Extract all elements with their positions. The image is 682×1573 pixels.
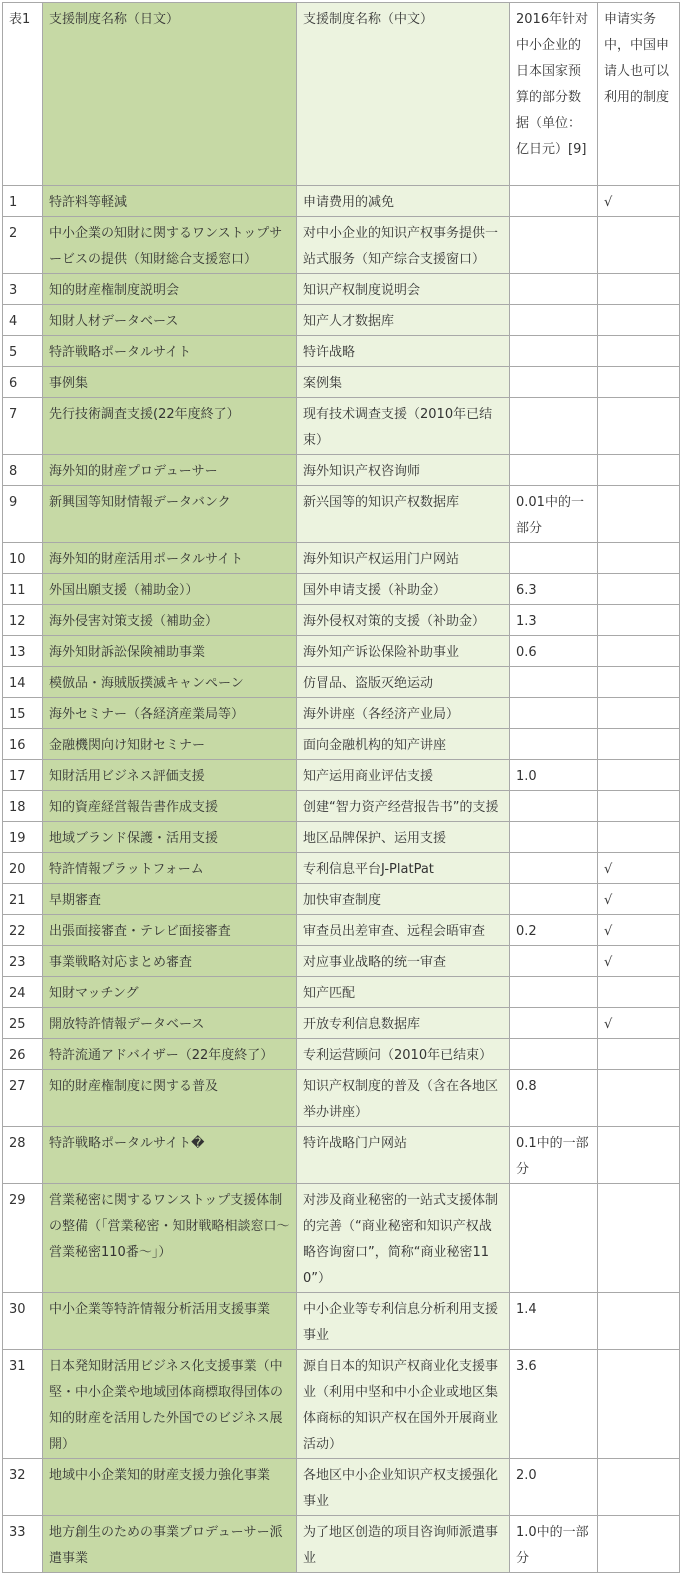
budget-cell bbox=[510, 336, 598, 367]
row-index-cell: 2 bbox=[3, 217, 43, 274]
budget-cell bbox=[510, 884, 598, 915]
budget-cell: 0.8 bbox=[510, 1070, 598, 1127]
usable-cell: √ bbox=[598, 946, 680, 977]
japanese-name-cell: 知財人材データベース bbox=[43, 305, 297, 336]
budget-cell bbox=[510, 455, 598, 486]
chinese-name-cell: 现有技术调查支援（2010年已结束） bbox=[297, 398, 510, 455]
row-index-cell: 18 bbox=[3, 791, 43, 822]
table-row bbox=[3, 1008, 680, 1039]
support-system-table bbox=[2, 2, 680, 1573]
table-row bbox=[3, 455, 680, 486]
usable-cell bbox=[598, 486, 680, 543]
japanese-name-cell: 特許情報プラットフォーム bbox=[43, 853, 297, 884]
usable-cell: √ bbox=[598, 186, 680, 217]
japanese-name-cell: 中小企業の知財に関するワンストップサービスの提供（知財総合支援窓口） bbox=[43, 217, 297, 274]
row-index-cell: 6 bbox=[3, 367, 43, 398]
usable-cell: √ bbox=[598, 884, 680, 915]
budget-cell bbox=[510, 791, 598, 822]
table-row bbox=[3, 1184, 680, 1293]
usable-cell bbox=[598, 1039, 680, 1070]
japanese-name-cell: 海外知的財産活用ポータルサイト bbox=[43, 543, 297, 574]
row-index-cell: 13 bbox=[3, 636, 43, 667]
row-index-cell: 7 bbox=[3, 398, 43, 455]
chinese-name-cell: 专利运营顾问（2010年已结束） bbox=[297, 1039, 510, 1070]
japanese-name-cell: 海外侵害対策支援（補助金） bbox=[43, 605, 297, 636]
table-row bbox=[3, 336, 680, 367]
row-index-cell: 24 bbox=[3, 977, 43, 1008]
chinese-name-cell: 专利信息平台J-PlatPat bbox=[297, 853, 510, 884]
row-index-cell: 32 bbox=[3, 1459, 43, 1516]
usable-cell: √ bbox=[598, 853, 680, 884]
budget-cell: 0.6 bbox=[510, 636, 598, 667]
table-row bbox=[3, 217, 680, 274]
budget-cell bbox=[510, 853, 598, 884]
table-row bbox=[3, 760, 680, 791]
budget-cell: 1.0 bbox=[510, 760, 598, 791]
table-row bbox=[3, 1293, 680, 1350]
row-index-cell: 4 bbox=[3, 305, 43, 336]
chinese-name-cell: 面向金融机构的知产讲座 bbox=[297, 729, 510, 760]
japanese-name-cell: 日本発知財活用ビジネス化支援事業（中堅・中小企業や地域団体商標取得団体の知的財産を活用した外国でのビジネス展開） bbox=[43, 1350, 297, 1459]
table-row bbox=[3, 915, 680, 946]
budget-cell: 0.2 bbox=[510, 915, 598, 946]
usable-cell bbox=[598, 1516, 680, 1573]
row-index-cell: 20 bbox=[3, 853, 43, 884]
japanese-name-cell: 海外知財訴訟保険補助事業 bbox=[43, 636, 297, 667]
budget-cell: 0.01中的一部分 bbox=[510, 486, 598, 543]
usable-cell bbox=[598, 305, 680, 336]
usable-cell bbox=[598, 336, 680, 367]
table-row bbox=[3, 1350, 680, 1459]
usable-cell bbox=[598, 977, 680, 1008]
chinese-name-cell: 海外侵权对策的支援（补助金） bbox=[297, 605, 510, 636]
budget-cell bbox=[510, 729, 598, 760]
budget-cell bbox=[510, 698, 598, 729]
table-row bbox=[3, 1070, 680, 1127]
chinese-name-cell: 知识产权制度说明会 bbox=[297, 274, 510, 305]
row-index-cell: 10 bbox=[3, 543, 43, 574]
usable-cell bbox=[598, 636, 680, 667]
table-row bbox=[3, 305, 680, 336]
chinese-name-cell: 知识产权制度的普及（含在各地区举办讲座） bbox=[297, 1070, 510, 1127]
chinese-name-cell: 特许战略 bbox=[297, 336, 510, 367]
usable-cell bbox=[598, 760, 680, 791]
row-index-cell: 27 bbox=[3, 1070, 43, 1127]
row-index-cell: 28 bbox=[3, 1127, 43, 1184]
table-row bbox=[3, 1039, 680, 1070]
table-row bbox=[3, 729, 680, 760]
japanese-name-cell: 金融機関向け知財セミナー bbox=[43, 729, 297, 760]
table-row bbox=[3, 1127, 680, 1184]
header-cell-chinese-name: 支援制度名称（中文） bbox=[297, 3, 510, 186]
chinese-name-cell: 为了地区创造的项目咨询师派遣事业 bbox=[297, 1516, 510, 1573]
japanese-name-cell: 知的資産経営報告書作成支援 bbox=[43, 791, 297, 822]
chinese-name-cell: 国外申请支援（补助金） bbox=[297, 574, 510, 605]
table-row bbox=[3, 791, 680, 822]
row-index-cell: 12 bbox=[3, 605, 43, 636]
table-row bbox=[3, 946, 680, 977]
budget-cell bbox=[510, 186, 598, 217]
chinese-name-cell: 中小企业等专利信息分析利用支援事业 bbox=[297, 1293, 510, 1350]
chinese-name-cell: 源自日本的知识产权商业化支援事业（利用中坚和中小企业或地区集体商标的知识产权在国外开展商业活动） bbox=[297, 1350, 510, 1459]
row-index-cell: 9 bbox=[3, 486, 43, 543]
table-row bbox=[3, 884, 680, 915]
table-row bbox=[3, 186, 680, 217]
table-row bbox=[3, 367, 680, 398]
table-row bbox=[3, 574, 680, 605]
chinese-name-cell: 对应事业战略的统一审查 bbox=[297, 946, 510, 977]
japanese-name-cell: 特許流通アドバイザー（22年度終了） bbox=[43, 1039, 297, 1070]
row-index-cell: 21 bbox=[3, 884, 43, 915]
header-cell-index: 表1 bbox=[3, 3, 43, 186]
japanese-name-cell: 早期審査 bbox=[43, 884, 297, 915]
budget-cell bbox=[510, 822, 598, 853]
row-index-cell: 14 bbox=[3, 667, 43, 698]
usable-cell bbox=[598, 543, 680, 574]
japanese-name-cell: 知的財産権制度に関する普及 bbox=[43, 1070, 297, 1127]
usable-cell bbox=[598, 605, 680, 636]
budget-cell: 6.3 bbox=[510, 574, 598, 605]
header-cell-japanese-name: 支援制度名称（日文） bbox=[43, 3, 297, 186]
table-row bbox=[3, 486, 680, 543]
chinese-name-cell: 特许战略门户网站 bbox=[297, 1127, 510, 1184]
usable-cell bbox=[598, 1127, 680, 1184]
usable-cell bbox=[598, 398, 680, 455]
row-index-cell: 33 bbox=[3, 1516, 43, 1573]
budget-cell: 2.0 bbox=[510, 1459, 598, 1516]
japanese-name-cell: 地域中小企業知的財産支援力強化事業 bbox=[43, 1459, 297, 1516]
chinese-name-cell: 对涉及商业秘密的一站式支援体制的完善（“商业秘密和知识产权战略咨询窗口”，简称“商业秘密110”） bbox=[297, 1184, 510, 1293]
japanese-name-cell: 営業秘密に関するワンストップ支援体制の整備（「営業秘密・知財戦略相談窓口～営業秘密110番～」） bbox=[43, 1184, 297, 1293]
row-index-cell: 23 bbox=[3, 946, 43, 977]
row-index-cell: 25 bbox=[3, 1008, 43, 1039]
usable-cell bbox=[598, 822, 680, 853]
japanese-name-cell: 事業戦略対応まとめ審査 bbox=[43, 946, 297, 977]
chinese-name-cell: 海外知识产权运用门户网站 bbox=[297, 543, 510, 574]
table-body bbox=[3, 3, 680, 1573]
row-index-cell: 29 bbox=[3, 1184, 43, 1293]
row-index-cell: 5 bbox=[3, 336, 43, 367]
header-row bbox=[3, 3, 680, 186]
chinese-name-cell: 新兴国等的知识产权数据库 bbox=[297, 486, 510, 543]
usable-cell bbox=[598, 1293, 680, 1350]
japanese-name-cell: 知財マッチング bbox=[43, 977, 297, 1008]
budget-cell bbox=[510, 667, 598, 698]
japanese-name-cell: 事例集 bbox=[43, 367, 297, 398]
chinese-name-cell: 知产匹配 bbox=[297, 977, 510, 1008]
budget-cell bbox=[510, 398, 598, 455]
budget-cell: 0.1中的一部分 bbox=[510, 1127, 598, 1184]
usable-cell bbox=[598, 1184, 680, 1293]
chinese-name-cell: 各地区中小企业知识产权支援强化事业 bbox=[297, 1459, 510, 1516]
chinese-name-cell: 开放专利信息数据库 bbox=[297, 1008, 510, 1039]
chinese-name-cell: 知产运用商业评估支援 bbox=[297, 760, 510, 791]
table-row bbox=[3, 977, 680, 1008]
japanese-name-cell: 知財活用ビジネス評価支援 bbox=[43, 760, 297, 791]
japanese-name-cell: 新興国等知財情報データバンク bbox=[43, 486, 297, 543]
chinese-name-cell: 审查员出差审查、远程会晤审查 bbox=[297, 915, 510, 946]
japanese-name-cell: 外国出願支援（補助金）） bbox=[43, 574, 297, 605]
row-index-cell: 3 bbox=[3, 274, 43, 305]
budget-cell bbox=[510, 217, 598, 274]
table-row bbox=[3, 636, 680, 667]
budget-cell bbox=[510, 1184, 598, 1293]
row-index-cell: 26 bbox=[3, 1039, 43, 1070]
table-row bbox=[3, 822, 680, 853]
japanese-name-cell: 中小企業等特許情報分析活用支援事業 bbox=[43, 1293, 297, 1350]
budget-cell bbox=[510, 1008, 598, 1039]
usable-cell bbox=[598, 217, 680, 274]
chinese-name-cell: 海外知产诉讼保险补助事业 bbox=[297, 636, 510, 667]
japanese-name-cell: 開放特許情報データベース bbox=[43, 1008, 297, 1039]
chinese-name-cell: 申请费用的减免 bbox=[297, 186, 510, 217]
budget-cell: 1.0中的一部分 bbox=[510, 1516, 598, 1573]
row-index-cell: 31 bbox=[3, 1350, 43, 1459]
row-index-cell: 1 bbox=[3, 186, 43, 217]
usable-cell bbox=[598, 367, 680, 398]
table-row bbox=[3, 274, 680, 305]
usable-cell bbox=[598, 455, 680, 486]
japanese-name-cell: 先行技術調査支援(22年度終了） bbox=[43, 398, 297, 455]
chinese-name-cell: 对中小企业的知识产权事务提供一站式服务（知产综合支援窗口） bbox=[297, 217, 510, 274]
usable-cell: √ bbox=[598, 915, 680, 946]
table-row bbox=[3, 398, 680, 455]
budget-cell: 3.6 bbox=[510, 1350, 598, 1459]
chinese-name-cell: 仿冒品、盗版灭绝运动 bbox=[297, 667, 510, 698]
japanese-name-cell: 地方創生のための事業プロデューサー派遣事業 bbox=[43, 1516, 297, 1573]
usable-cell bbox=[598, 1350, 680, 1459]
usable-cell bbox=[598, 274, 680, 305]
table-row bbox=[3, 667, 680, 698]
budget-cell bbox=[510, 1039, 598, 1070]
table-row bbox=[3, 1516, 680, 1573]
budget-cell bbox=[510, 274, 598, 305]
japanese-name-cell: 知的財産権制度説明会 bbox=[43, 274, 297, 305]
row-index-cell: 15 bbox=[3, 698, 43, 729]
budget-cell: 1.3 bbox=[510, 605, 598, 636]
row-index-cell: 30 bbox=[3, 1293, 43, 1350]
budget-cell bbox=[510, 543, 598, 574]
budget-cell bbox=[510, 367, 598, 398]
table-row bbox=[3, 605, 680, 636]
chinese-name-cell: 知产人才数据库 bbox=[297, 305, 510, 336]
chinese-name-cell: 海外知识产权咨询师 bbox=[297, 455, 510, 486]
japanese-name-cell: 海外知的財産プロデューサー bbox=[43, 455, 297, 486]
chinese-name-cell: 加快审查制度 bbox=[297, 884, 510, 915]
row-index-cell: 22 bbox=[3, 915, 43, 946]
japanese-name-cell: 地域ブランド保護・活用支援 bbox=[43, 822, 297, 853]
budget-cell bbox=[510, 946, 598, 977]
usable-cell bbox=[598, 791, 680, 822]
usable-cell bbox=[598, 698, 680, 729]
budget-cell: 1.4 bbox=[510, 1293, 598, 1350]
chinese-name-cell: 案例集 bbox=[297, 367, 510, 398]
chinese-name-cell: 创建“智力资产经营报告书”的支援 bbox=[297, 791, 510, 822]
row-index-cell: 8 bbox=[3, 455, 43, 486]
usable-cell: √ bbox=[598, 1008, 680, 1039]
usable-cell bbox=[598, 574, 680, 605]
row-index-cell: 11 bbox=[3, 574, 43, 605]
row-index-cell: 17 bbox=[3, 760, 43, 791]
row-index-cell: 16 bbox=[3, 729, 43, 760]
japanese-name-cell: 特許戦略ポータルサイト� bbox=[43, 1127, 297, 1184]
table-row bbox=[3, 543, 680, 574]
usable-cell bbox=[598, 729, 680, 760]
japanese-name-cell: 海外セミナー（各経済産業局等） bbox=[43, 698, 297, 729]
japanese-name-cell: 出張面接審査・テレビ面接審査 bbox=[43, 915, 297, 946]
japanese-name-cell: 特許戦略ポータルサイト bbox=[43, 336, 297, 367]
budget-cell bbox=[510, 977, 598, 1008]
usable-cell bbox=[598, 1459, 680, 1516]
table-row bbox=[3, 698, 680, 729]
table-row bbox=[3, 1459, 680, 1516]
row-index-cell: 19 bbox=[3, 822, 43, 853]
usable-cell bbox=[598, 667, 680, 698]
budget-cell bbox=[510, 305, 598, 336]
header-cell-budget: 2016年针对中小企业的日本国家预算的部分数据（单位：亿日元）[9] bbox=[510, 3, 598, 186]
chinese-name-cell: 海外讲座（各经济产业局） bbox=[297, 698, 510, 729]
japanese-name-cell: 模倣品・海賊版撲滅キャンペーン bbox=[43, 667, 297, 698]
table-row bbox=[3, 853, 680, 884]
usable-cell bbox=[598, 1070, 680, 1127]
header-cell-usable: 申请实务中，中国申请人也可以利用的制度 bbox=[598, 3, 680, 186]
japanese-name-cell: 特許料等軽減 bbox=[43, 186, 297, 217]
chinese-name-cell: 地区品牌保护、运用支援 bbox=[297, 822, 510, 853]
